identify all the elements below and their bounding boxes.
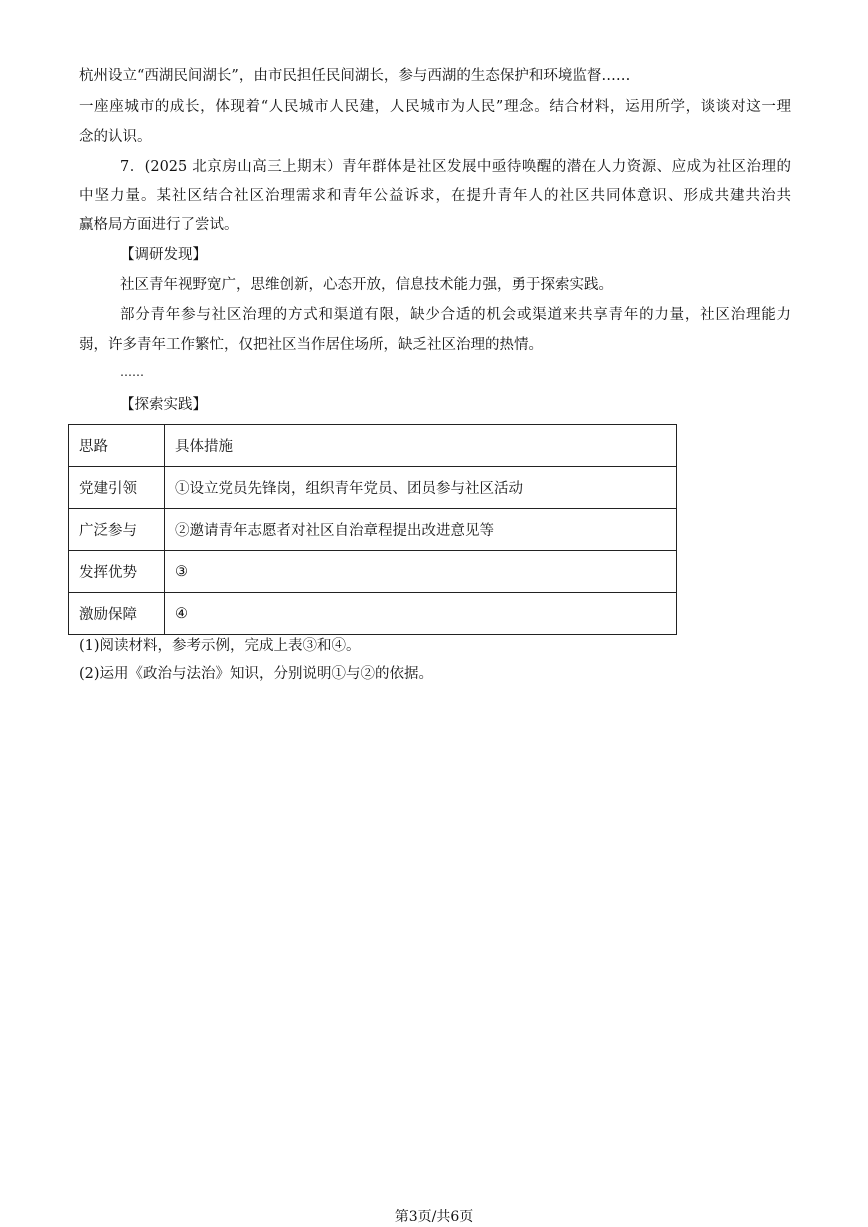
practice-table	[68, 424, 677, 635]
sub-question-1: (1)阅读材料，参考示例，完成上表③和④。	[79, 638, 361, 654]
survey-line-1: 社区青年视野宽广，思维创新，心态开放，信息技术能力强，勇于探索实践。	[120, 277, 613, 293]
table-cell: ④	[165, 593, 677, 635]
table-row	[69, 509, 677, 551]
practice-heading: 【探索实践】	[120, 397, 207, 413]
material-line-3: 念的认识。	[79, 129, 152, 145]
table-header-cell: 具体措施	[165, 425, 677, 467]
sub-question-2: (2)运用《政治与法治》知识，分别说明①与②的依据。	[79, 666, 434, 682]
table-header-cell: 思路	[69, 425, 165, 467]
question-7-line-1: 7．(2025 北京房山高三上期末）青年群体是社区发展中亟待唤醒的潜在人力资源、应成为社区治理的	[120, 159, 791, 175]
table-row	[69, 551, 677, 593]
survey-line-2: 部分青年参与社区治理的方式和渠道有限，缺少合适的机会或渠道来共享青年的力量，社区治理能力	[120, 307, 791, 323]
material-line-1: 杭州设立“西湖民间湖长”，由市民担任民间湖长，参与西湖的生态保护和环境监督……	[79, 68, 631, 84]
table-header-row	[69, 425, 677, 467]
page-footer: 第3页/共6页	[394, 1209, 474, 1225]
survey-line-3: 弱，许多青年工作繁忙，仅把社区当作居住场所，缺乏社区治理的热情。	[79, 337, 543, 353]
table-cell: ①设立党员先锋岗，组织青年党员、团员参与社区活动	[165, 467, 677, 509]
question-7-line-3: 赢格局方面进行了尝试。	[79, 217, 239, 233]
table-cell: ②邀请青年志愿者对社区自治章程提出改进意见等	[165, 509, 677, 551]
table-cell: ③	[165, 551, 677, 593]
ellipsis: ……	[120, 365, 144, 379]
table-row	[69, 593, 677, 635]
survey-heading: 【调研发现】	[120, 247, 207, 263]
table-cell: 发挥优势	[69, 551, 165, 593]
table-row	[69, 467, 677, 509]
table-cell: 激励保障	[69, 593, 165, 635]
table-cell: 党建引领	[69, 467, 165, 509]
table-cell: 广泛参与	[69, 509, 165, 551]
question-7-line-2: 中坚力量。某社区结合社区治理需求和青年公益诉求，在提升青年人的社区共同体意识、形成共建共治共	[79, 188, 791, 204]
material-line-2: 一座座城市的成长，体现着“人民城市人民建，人民城市为人民”理念。结合材料，运用所学，谈谈对这一理	[79, 99, 791, 115]
